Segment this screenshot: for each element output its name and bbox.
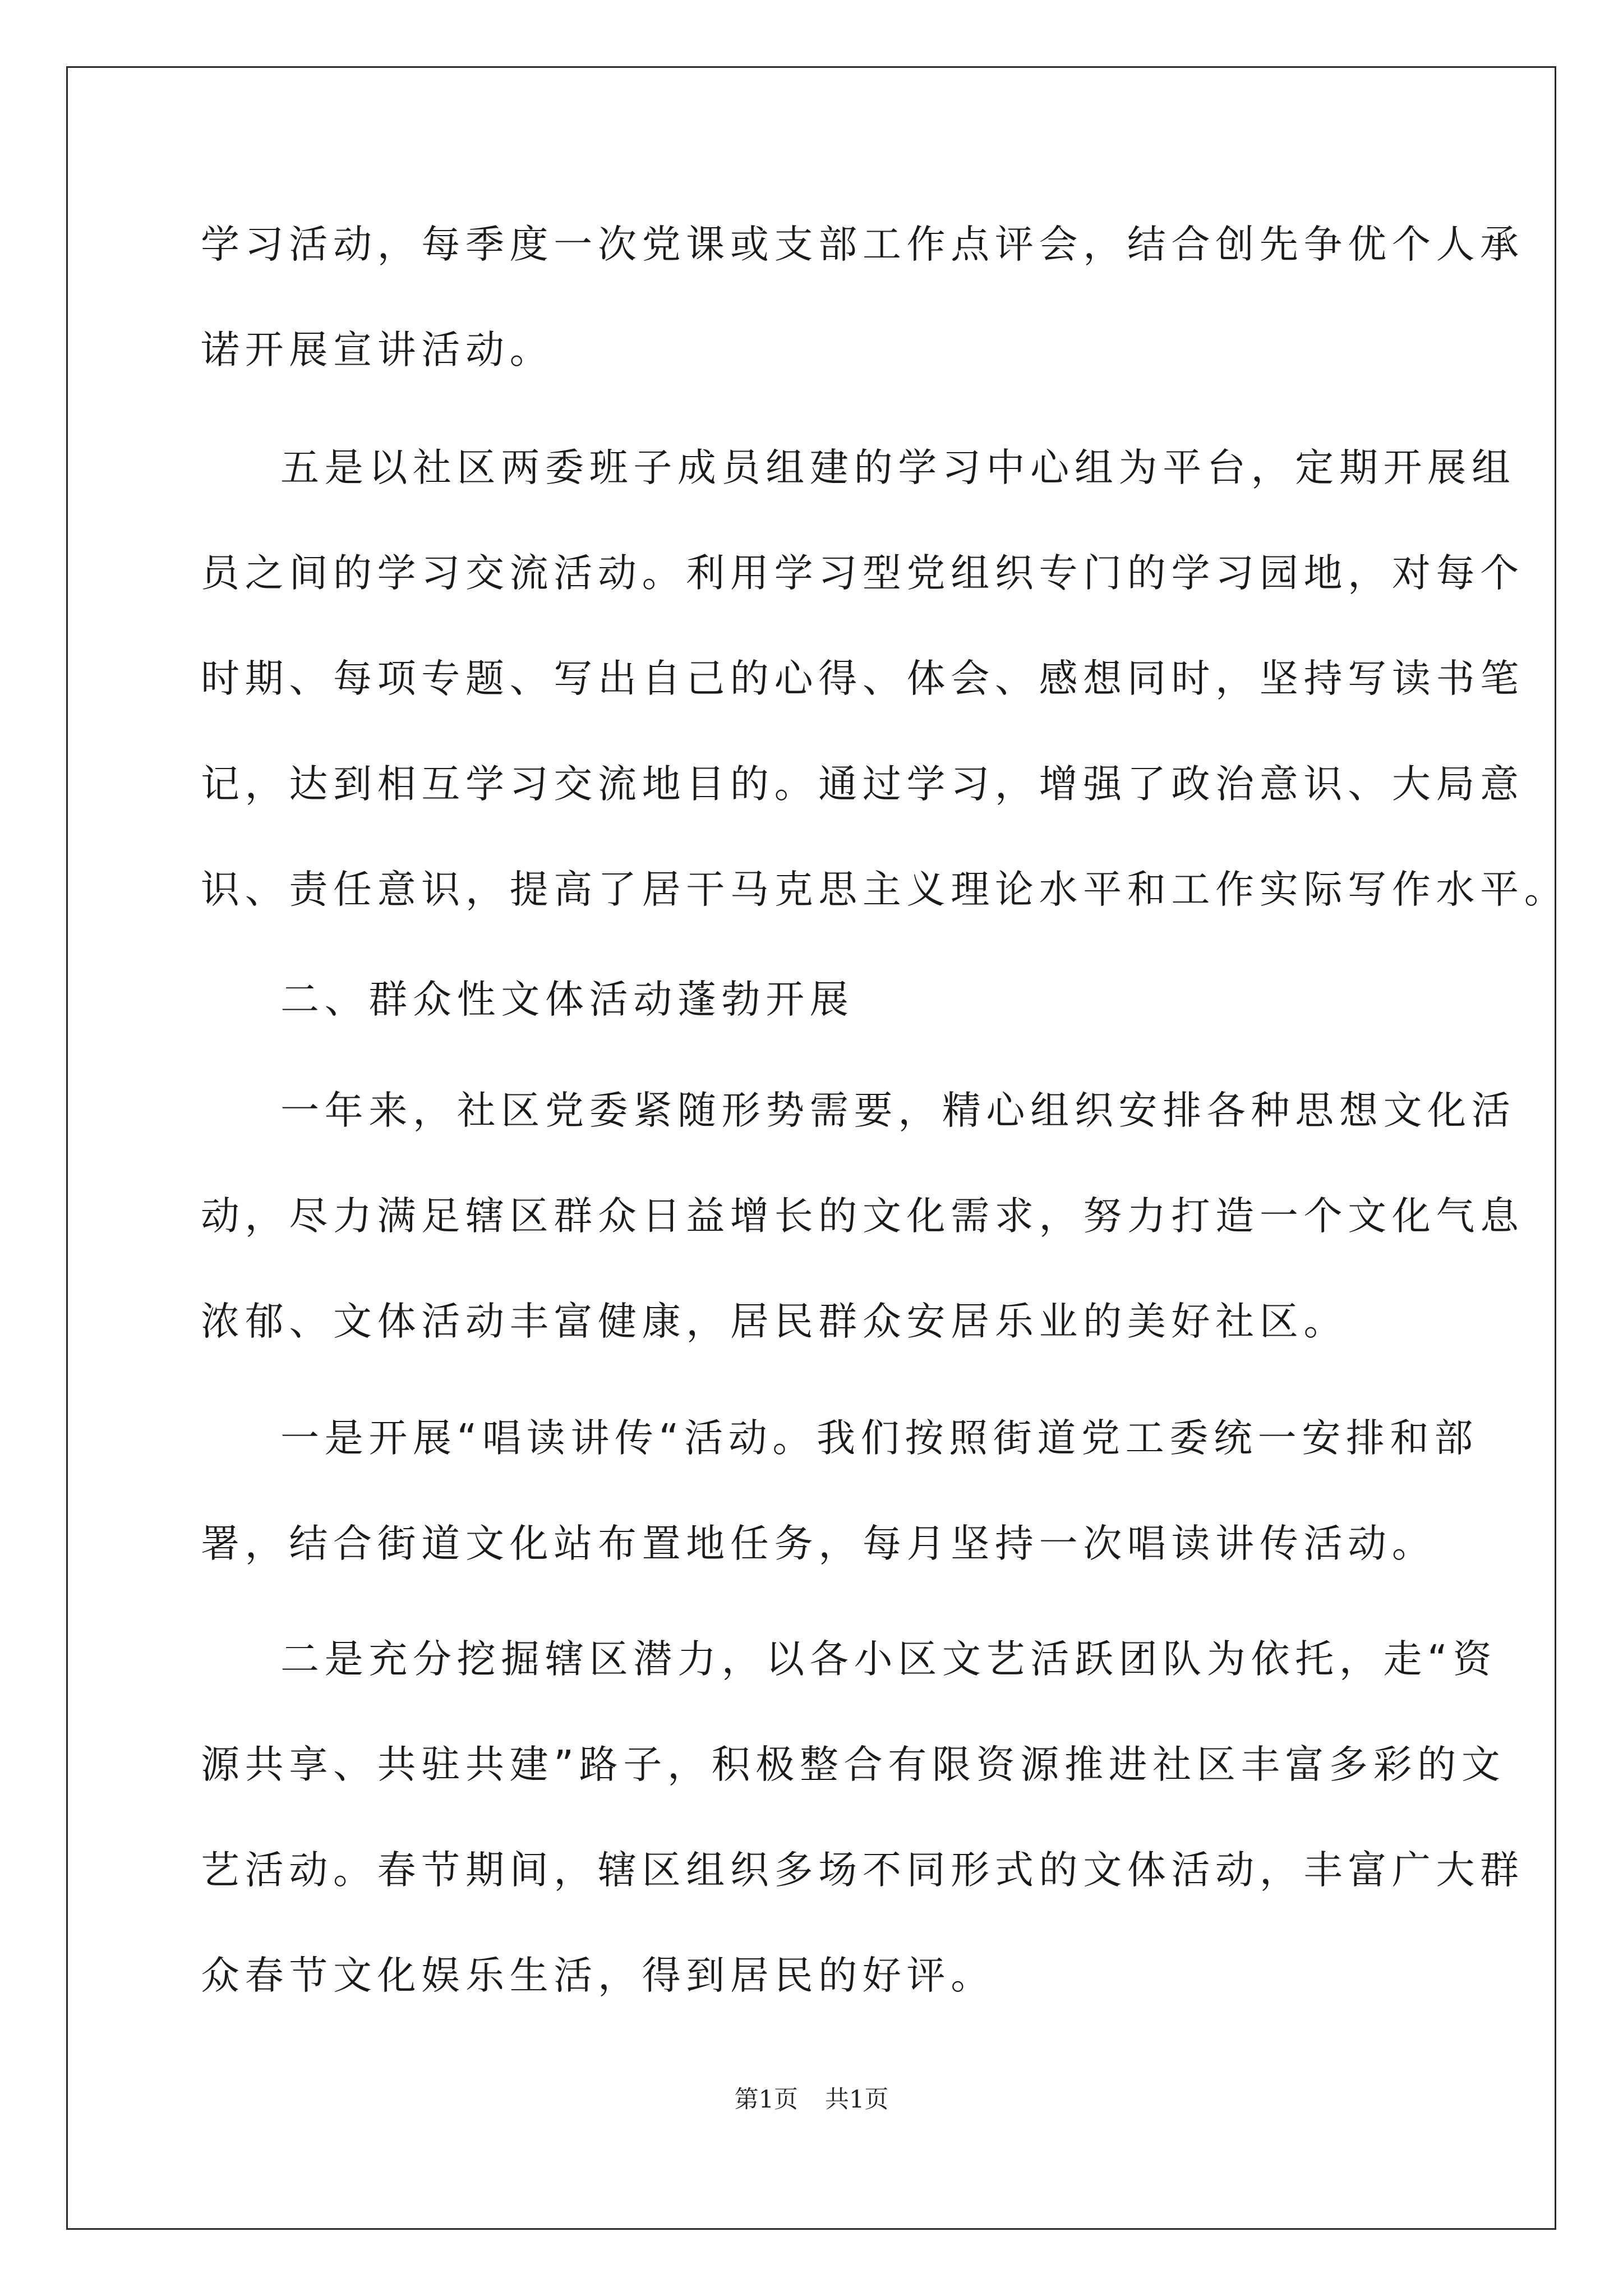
paragraph-line: 众春节文化娱乐生活，得到居民的好评。 — [201, 1953, 995, 1998]
paragraph-line: 一年来，社区党委紧随形势需要，精心组织安排各种思想文化活 — [280, 1088, 1516, 1133]
paragraph-line: 诺开展宣讲活动。 — [201, 328, 554, 372]
paragraph-line: 识、责任意识，提高了居干马克思主义理论水平和工作实际写作水平。 — [201, 867, 1569, 912]
paragraph-line: 动，尽力满足辖区群众日益增长的文化需求，努力打造一个文化气息 — [201, 1194, 1524, 1239]
paragraph-line: 员之间的学习交流活动。利用学习型党组织专门的学习园地，对每个 — [201, 551, 1524, 596]
paragraph-line: 一是开展“唱读讲传“活动。我们按照街道党工委统一安排和部 — [280, 1416, 1478, 1461]
page-number-total: 共1页 — [825, 2086, 889, 2114]
page-footer — [0, 2088, 1623, 2112]
paragraph-line: 二是充分挖掘辖区潜力，以各小区文艺活跃团队为依托，走“资 — [280, 1637, 1497, 1682]
paragraph-line: 学习活动，每季度一次党课或支部工作点评会，结合创先争优个人承 — [201, 222, 1524, 267]
paragraph-line: 记，达到相互学习交流地目的。通过学习，增强了政治意识、大局意 — [201, 762, 1524, 807]
page-number-current: 第1页 — [734, 2086, 798, 2114]
paragraph-line: 署，结合街道文化站布置地任务，每月坚持一次唱读讲传活动。 — [201, 1521, 1436, 1566]
paragraph-line: 源共享、共驻共建”路子，积极整合有限资源推进社区丰富多彩的文 — [201, 1742, 1506, 1787]
paragraph-line: 艺活动。春节期间，辖区组织多场不同形式的文体活动，丰富广大群 — [201, 1848, 1524, 1893]
paragraph-line: 五是以社区两委班子成员组建的学习中心组为平台，定期开展组 — [280, 445, 1516, 490]
paragraph-line: 时期、每项专题、写出自己的心得、体会、感想同时，坚持写读书笔 — [201, 656, 1524, 701]
paragraph-line: 浓郁、文体活动丰富健康，居民群众安居乐业的美好社区。 — [201, 1299, 1348, 1344]
page-border — [66, 66, 1556, 2230]
section-heading: 二、群众性文体活动蓬勃开展 — [280, 977, 854, 1022]
